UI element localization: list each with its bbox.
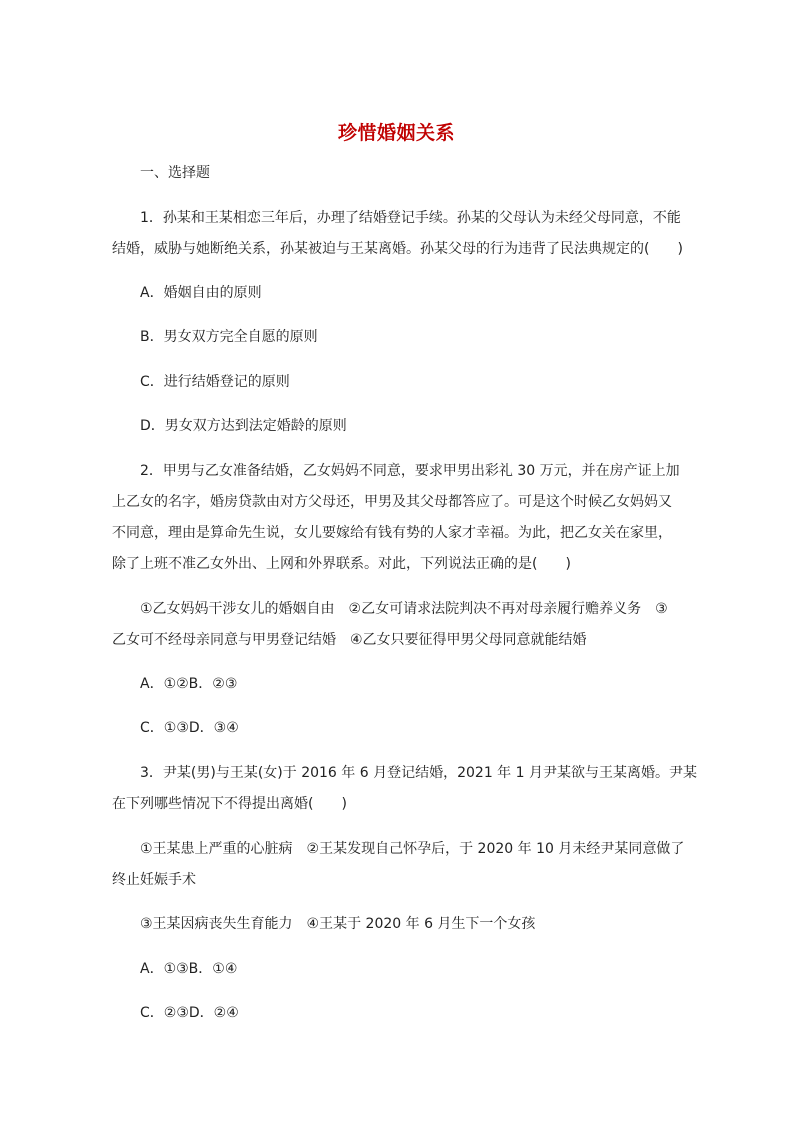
q3-stem-line-1: 3．尹某(男)与王某(女)于 2016 年 6 月登记结婚，2021 年 1 月尹某欲与王某离婚。尹某 bbox=[140, 765, 697, 781]
q3-statements-line-3: ③王某因病丧失生育能力 ④王某于 2020 年 6 月生下一个女孩 bbox=[140, 916, 536, 932]
q2-options-ab: A．①②B．②③ bbox=[140, 676, 238, 692]
q1-option-c: C．进行结婚登记的原则 bbox=[140, 374, 290, 390]
q2-stem-line-2: 上乙女的名字，婚房贷款由对方父母还，甲男及其父母都答应了。可是这个时候乙女妈妈又 bbox=[112, 494, 672, 510]
q3-options-cd: C．②③D．②④ bbox=[140, 1005, 239, 1021]
q1-option-b: B．男女双方完全自愿的原则 bbox=[140, 329, 318, 345]
q1-stem-line-2: 结婚，威胁与她断绝关系，孙某被迫与王某离婚。孙某父母的行为违背了民法典规定的( ) bbox=[112, 241, 683, 257]
q2-stem-line-3: 不同意，理由是算命先生说，女儿要嫁给有钱有势的人家才幸福。为此，把乙女关在家里， bbox=[112, 525, 672, 541]
q1-stem-line-1: 1．孙某和王某相恋三年后，办理了结婚登记手续。孙某的父母认为未经父母同意，不能 bbox=[140, 210, 681, 226]
q2-statements-line-1: ①乙女妈妈干涉女儿的婚姻自由 ②乙女可请求法院判决不再对母亲履行赡养义务 ③ bbox=[140, 601, 668, 617]
q2-stem-line-1: 2．甲男与乙女准备结婚，乙女妈妈不同意，要求甲男出彩礼 30 万元，并在房产证上加 bbox=[140, 463, 680, 479]
q3-stem-line-2: 在下列哪些情况下不得提出离婚( ) bbox=[112, 796, 347, 812]
q1-option-a: A．婚姻自由的原则 bbox=[140, 285, 262, 301]
section-heading: 一、选择题 bbox=[140, 165, 210, 181]
q3-statements-line-1: ①王某患上严重的心脏病 ②王某发现自己怀孕后，于 2020 年 10 月未经尹某同意做了 bbox=[140, 841, 685, 857]
q1-option-d: D．男女双方达到法定婚龄的原则 bbox=[140, 418, 347, 434]
q3-options-ab: A．①③B．①④ bbox=[140, 961, 238, 977]
page-title: 珍惜婚姻关系 bbox=[337, 122, 455, 144]
q2-options-cd: C．①③D．③④ bbox=[140, 720, 239, 736]
q2-stem-line-4: 除了上班不准乙女外出、上网和外界联系。对此，下列说法正确的是( ) bbox=[112, 556, 571, 572]
q2-statements-line-2: 乙女可不经母亲同意与甲男登记结婚 ④乙女只要征得甲男父母同意就能结婚 bbox=[112, 632, 587, 648]
q3-statements-line-2: 终止妊娠手术 bbox=[112, 872, 196, 888]
